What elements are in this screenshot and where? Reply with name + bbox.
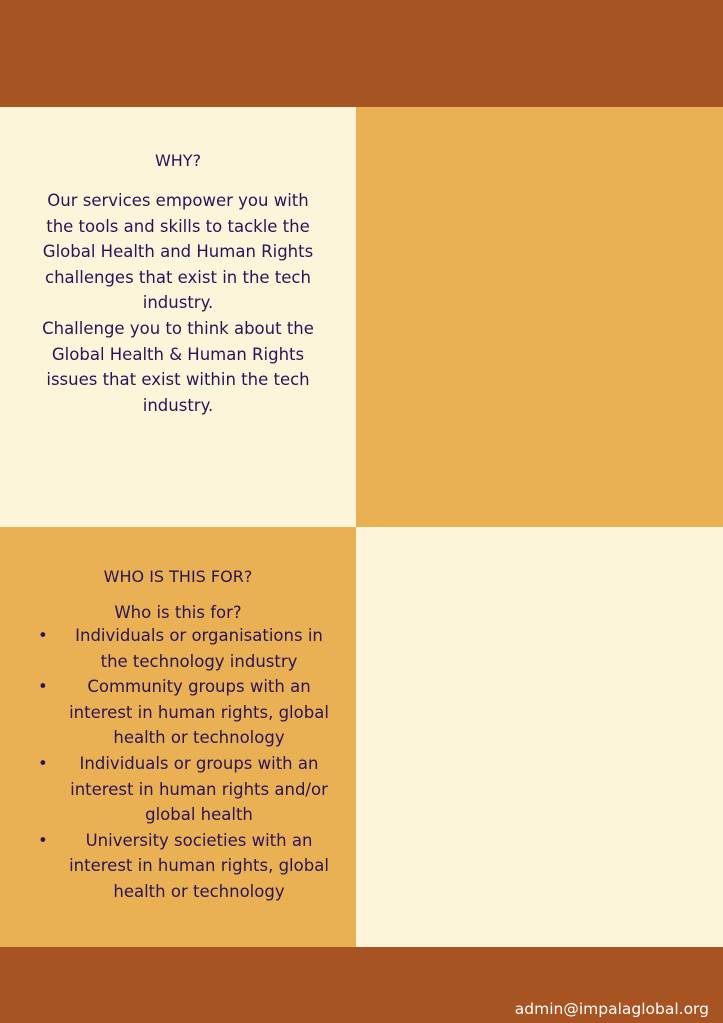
why-paragraph: Our services empower you with the tools and skills to tackle the Global Health and Human Rights challenges that exist in the tech industry. bbox=[42, 191, 314, 313]
contact-email-link[interactable]: admin@impalaglobal.org bbox=[514, 1000, 709, 1018]
list-item bbox=[0, 828, 356, 905]
who-intro: Who is this for? bbox=[114, 603, 242, 622]
header-band bbox=[0, 0, 723, 107]
bullet-icon: • bbox=[38, 753, 48, 773]
bullet-icon: • bbox=[38, 626, 48, 645]
list-item bbox=[0, 623, 356, 674]
list-item-text: University societies with an interest in human rights, global health or technology bbox=[69, 830, 329, 901]
list-item-text: Individuals or organisations in the technology industry bbox=[75, 626, 323, 671]
who-heading: WHO IS THIS FOR? bbox=[103, 567, 253, 586]
list-item bbox=[0, 751, 356, 828]
who-panel bbox=[0, 527, 356, 947]
footer-band bbox=[0, 947, 723, 1023]
who-color-block bbox=[356, 527, 723, 947]
bullet-icon: • bbox=[38, 830, 48, 850]
list-item bbox=[0, 674, 356, 751]
why-body bbox=[0, 188, 356, 418]
audience-list bbox=[0, 623, 356, 905]
why-panel bbox=[0, 107, 356, 527]
why-color-block bbox=[356, 107, 723, 527]
list-item-text: Individuals or groups with an interest in human rights and/or global health bbox=[70, 753, 328, 825]
list-item-text: Community groups with an interest in human rights, global health or technology bbox=[69, 677, 329, 748]
bullet-icon: • bbox=[38, 677, 48, 697]
why-heading: WHY? bbox=[154, 151, 202, 170]
why-paragraph: Challenge you to think about the Global Health & Human Rights issues that exist within the tech industry. bbox=[42, 318, 314, 415]
